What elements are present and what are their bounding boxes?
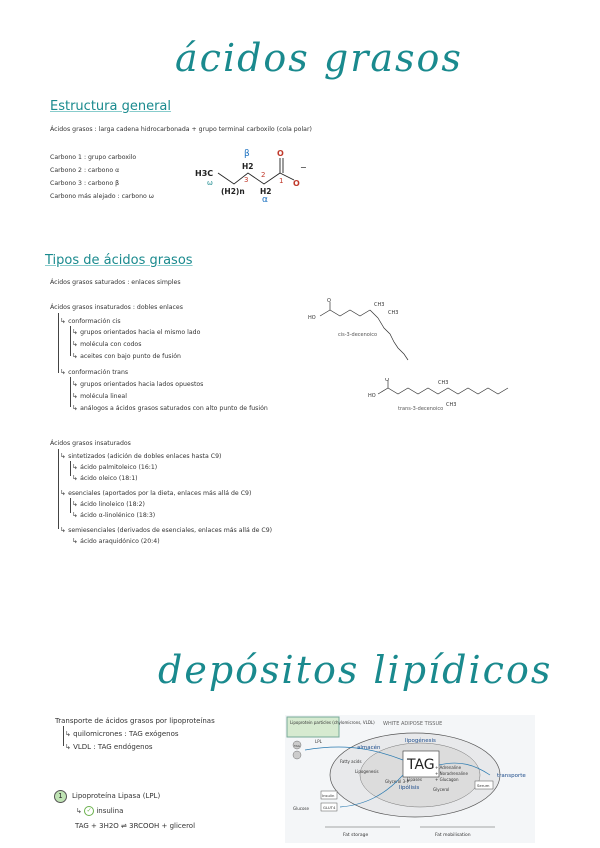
diagram-transporte: transporte <box>497 773 526 779</box>
vldl-item: ↳ VLDL : TAG endógenos <box>65 743 153 751</box>
lpl-number-badge: 1 <box>54 790 67 803</box>
beta-label: β <box>244 149 250 159</box>
num2-label: 2 <box>261 171 266 179</box>
carbon-line-2: Carbono 2 : carbono α <box>50 167 120 174</box>
diagram-glycerol3p: Glycerol 3-P <box>385 779 410 784</box>
quilomicrones-item: ↳ quilomicrones : TAG exógenos <box>65 730 179 738</box>
second-title: depósitos lipídicos <box>158 648 553 692</box>
estructura-definition: Ácidos grasos : larga cadena hidrocarbonada + grupo terminal carboxilo (cola polar) <box>50 126 312 133</box>
cis-label: ↳ conformación cis <box>60 317 121 325</box>
sintetizados-item-1: ↳ ácido palmitoleico (16:1) <box>72 463 158 471</box>
h2-n-label: (H2)n <box>221 187 245 196</box>
diagram-lipogenesis-en: Lipogenesis <box>355 769 379 774</box>
cis-item-3: ↳ aceites con bajo punto de fusión <box>72 352 181 360</box>
group-semiesenciales: ↳ semiesenciales (derivados de esenciales, enlaces más allá de C9) <box>60 526 273 534</box>
trans-ho: HO <box>368 393 376 399</box>
diagram-almacen: almacén <box>357 745 381 751</box>
diagram-tag-small: TAG <box>294 744 300 748</box>
carbon-line-4: Carbono más alejado : carbono ω <box>50 193 154 200</box>
sintetizados-item-2: ↳ ácido oleico (18:1) <box>72 474 138 482</box>
trans-item-2: ↳ molécula lineal <box>72 392 127 400</box>
diagram-lipases: Lipases <box>407 777 422 782</box>
diagram-glucagon: + Glucagon <box>435 777 459 782</box>
reaction-line: TAG + 3H2O ⇌ 3RCOOH + glicerol <box>75 822 196 830</box>
group-esenciales: ↳ esenciales (aportados por la dieta, enlaces más allá de C9) <box>60 489 252 497</box>
cis-o: O <box>327 298 331 304</box>
h3c-label: H3C <box>195 169 214 178</box>
diagram-lpl: LPL <box>315 739 322 744</box>
insaturados-line: Ácidos grasos insaturados : dobles enlaces <box>50 304 183 311</box>
diagram-serum: Serum <box>477 783 490 788</box>
diagram-tag: TAG <box>407 757 435 773</box>
o-top-label: O <box>277 149 284 158</box>
lpl-line: Lipoproteína Lipasa (LPL) <box>72 792 161 800</box>
insaturados2-heading: Ácidos grasos insaturados <box>50 440 131 447</box>
cis-item-1: ↳ grupos orientados hacia el mismo lado <box>72 328 201 336</box>
omega-label: ω <box>207 179 213 187</box>
alpha-label: α <box>262 195 268 205</box>
diagram-fat-storage: Fat storage <box>343 833 369 838</box>
cis-ch3: CH3 <box>374 302 385 308</box>
check-icon: ✓ <box>84 806 94 816</box>
diagram-lipogenesis: lipogénesis <box>405 738 436 744</box>
cis-molecule <box>308 296 418 366</box>
diagram-glycerol: Glycerol <box>433 787 450 792</box>
saturados-line: Ácidos grasos saturados : enlaces simples <box>50 279 181 286</box>
adipose-tissue-diagram <box>285 715 535 843</box>
trans-molecule <box>368 378 518 418</box>
diagram-adrenaline: + Adrenaline <box>435 765 462 770</box>
charge-label: − <box>300 163 307 172</box>
semiesenciales-item-1: ↳ ácido araquidónico (20:4) <box>72 537 160 545</box>
trans-ch3b: CH3 <box>446 402 457 408</box>
group-sintetizados: ↳ sintetizados (adición de dobles enlaces hasta C9) <box>60 452 222 460</box>
esenciales-item-1: ↳ ácido linoleico (18:2) <box>72 500 145 508</box>
trans-caption: trans-3-decenoico <box>398 406 444 412</box>
diagram-title: WHITE ADIPOSE TISSUE <box>383 721 443 727</box>
diagram-fat-mobilisation: Fat mobilisation <box>435 833 471 838</box>
cis-caption: cis-3-decenoico <box>338 332 378 338</box>
diagram-lipolisis: lipólisis <box>399 785 420 791</box>
tipos-heading: Tipos de ácidos grasos <box>45 253 193 268</box>
fatty-acid-structure <box>190 140 310 208</box>
esenciales-item-2: ↳ ácido α-linolénico (18:3) <box>72 511 156 519</box>
trans-ch3: CH3 <box>438 380 449 386</box>
num3-label: 3 <box>244 176 249 184</box>
diagram-glucose: Glucose <box>293 806 309 811</box>
cis-ho: HO <box>308 315 316 321</box>
num1-label: 1 <box>279 177 284 185</box>
diagram-glut4: GLUT4 <box>323 805 336 810</box>
diagram-noradrenaline: + Noradrenaline <box>435 771 468 776</box>
trans-o: O <box>385 378 389 383</box>
trans-item-3: ↳ análogos a ácidos grasos saturados con alto punto de fusión <box>72 404 268 412</box>
h2-top-label: H2 <box>242 162 254 171</box>
cis-item-2: ↳ molécula con codos <box>72 340 142 348</box>
insulina-line: ↳ ✓ insulina <box>76 807 124 815</box>
o-right-label: O <box>293 179 300 188</box>
estructura-heading: Estructura general <box>50 99 172 114</box>
h2-bottom-label: H2 <box>260 187 272 196</box>
cis-ch3b: CH3 <box>388 310 399 316</box>
carbon-line-3: Carbono 3 : carbono β <box>50 180 120 187</box>
trans-item-1: ↳ grupos orientados hacia lados opuestos <box>72 380 204 388</box>
diagram-fatty-acids: Fatty acids <box>340 759 362 764</box>
trans-label: ↳ conformación trans <box>60 368 129 376</box>
carbon-line-1: Carbono 1 : grupo carboxilo <box>50 154 137 161</box>
diagram-insulin: Insulin <box>322 793 335 798</box>
diagram-note: Lipoprotein particles (chylomicrons, VLDL) <box>290 720 375 725</box>
transporte-line: Transporte de ácidos grasos por lipoproteínas <box>55 717 215 725</box>
main-title: ácidos grasos <box>175 36 463 80</box>
